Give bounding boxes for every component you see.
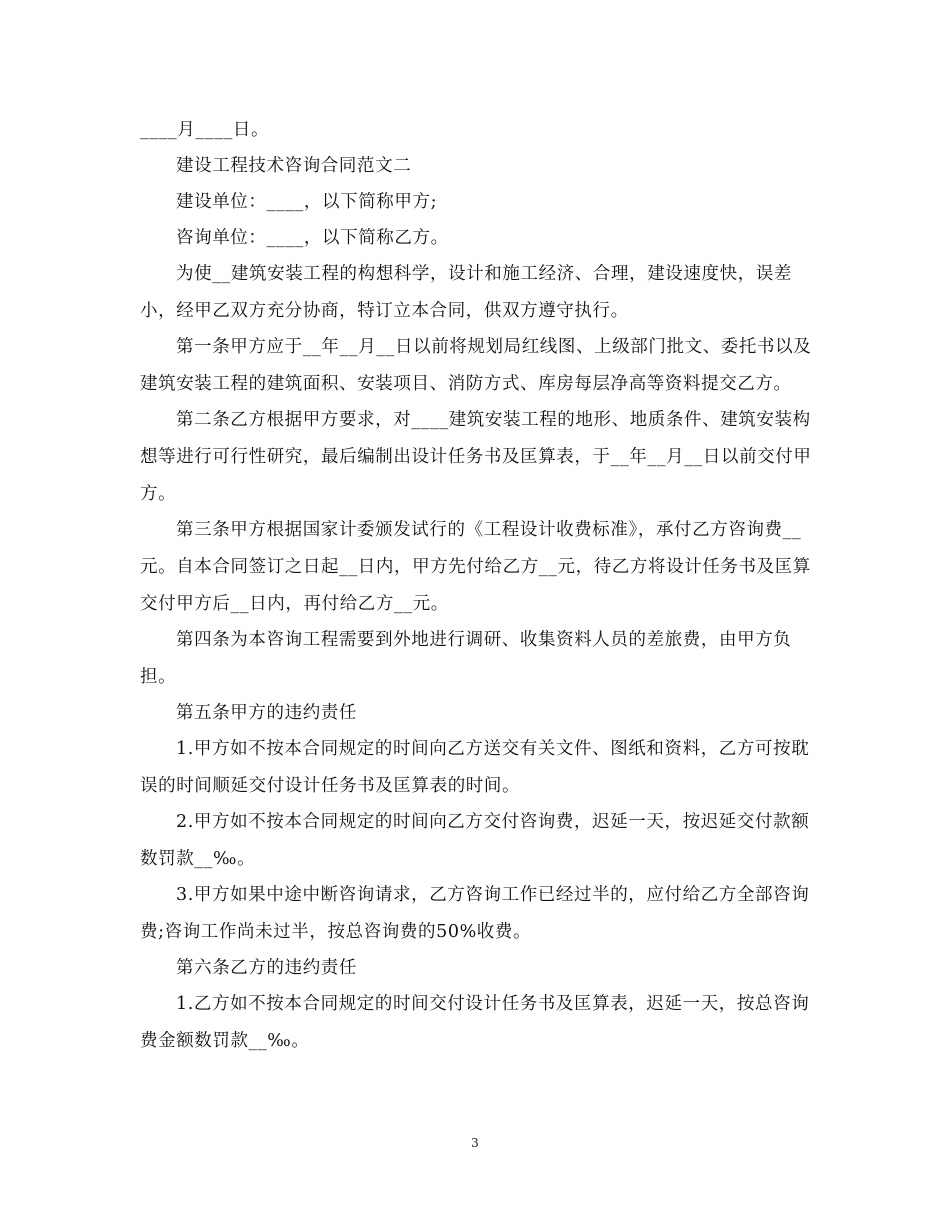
paragraph-article-2: 第二条乙方根据甲方要求，对____建筑安装工程的地形、地质条件、建筑安装构想等进行可行性研究，最后编制出设计任务书及匡算表，于__年__月__日以前交付甲方。 bbox=[140, 410, 812, 504]
paragraph-purpose: 为使__建筑安装工程的构想科学，设计和施工经济、合理，建设速度快，误差小，经甲乙双方充分协商，特订立本合同，供双方遵守执行。 bbox=[140, 264, 792, 321]
paragraph-construction-unit: 建设单位：____，以下简称甲方; bbox=[176, 192, 438, 212]
paragraph-article-1: 第一条甲方应于__年__月__日以前将规划局红线图、上级部门批文、委托书以及建筑安装工程的建筑面积、安装项目、消防方式、库房每层净高等资料提交乙方。 bbox=[140, 337, 812, 394]
document-title: 建设工程技术咨询合同范文二 bbox=[176, 156, 412, 176]
paragraph-article-5-item-3: 3.甲方如果中途中断咨询请求，乙方咨询工作已经过半的，应付给乙方全部咨询费;咨询工作尚未过半，按总咨询费的50%收费。 bbox=[140, 885, 810, 942]
document-body bbox=[140, 112, 820, 1059]
paragraph-article-5-item-2: 2.甲方如不按本合同规定的时间向乙方交付咨询费，迟延一天，按迟延交付款额数罚款__‰。 bbox=[140, 812, 810, 869]
paragraph-article-6-item-1: 1.乙方如不按本合同规定的时间交付设计任务书及匡算表，迟延一天，按总咨询费金额数罚款__‰。 bbox=[140, 994, 810, 1051]
paragraph-consulting-unit: 咨询单位：____，以下简称乙方。 bbox=[176, 228, 449, 248]
paragraph-article-5-item-1: 1.甲方如不按本合同规定的时间向乙方送交有关文件、图纸和资料，乙方可按耽误的时间顺延交付设计任务书及匡算表的时间。 bbox=[140, 739, 810, 796]
page-number: 3 bbox=[471, 1136, 479, 1150]
paragraph-date-line: ____月____日。 bbox=[140, 120, 270, 140]
paragraph-article-6-heading: 第六条乙方的违约责任 bbox=[176, 958, 357, 978]
paragraph-article-5-heading: 第五条甲方的违约责任 bbox=[176, 703, 357, 723]
paragraph-article-4: 第四条为本咨询工程需要到外地进行调研、收集资料人员的差旅费，由甲方负担。 bbox=[140, 630, 792, 687]
paragraph-article-3: 第三条甲方根据国家计委颁发试行的《工程设计收费标准》，承付乙方咨询费__元。自本合同签订之日起__日内，甲方先付给乙方__元，待乙方将设计任务书及匡算交付甲方后__日内，再付给乙方__元。 bbox=[140, 520, 811, 614]
